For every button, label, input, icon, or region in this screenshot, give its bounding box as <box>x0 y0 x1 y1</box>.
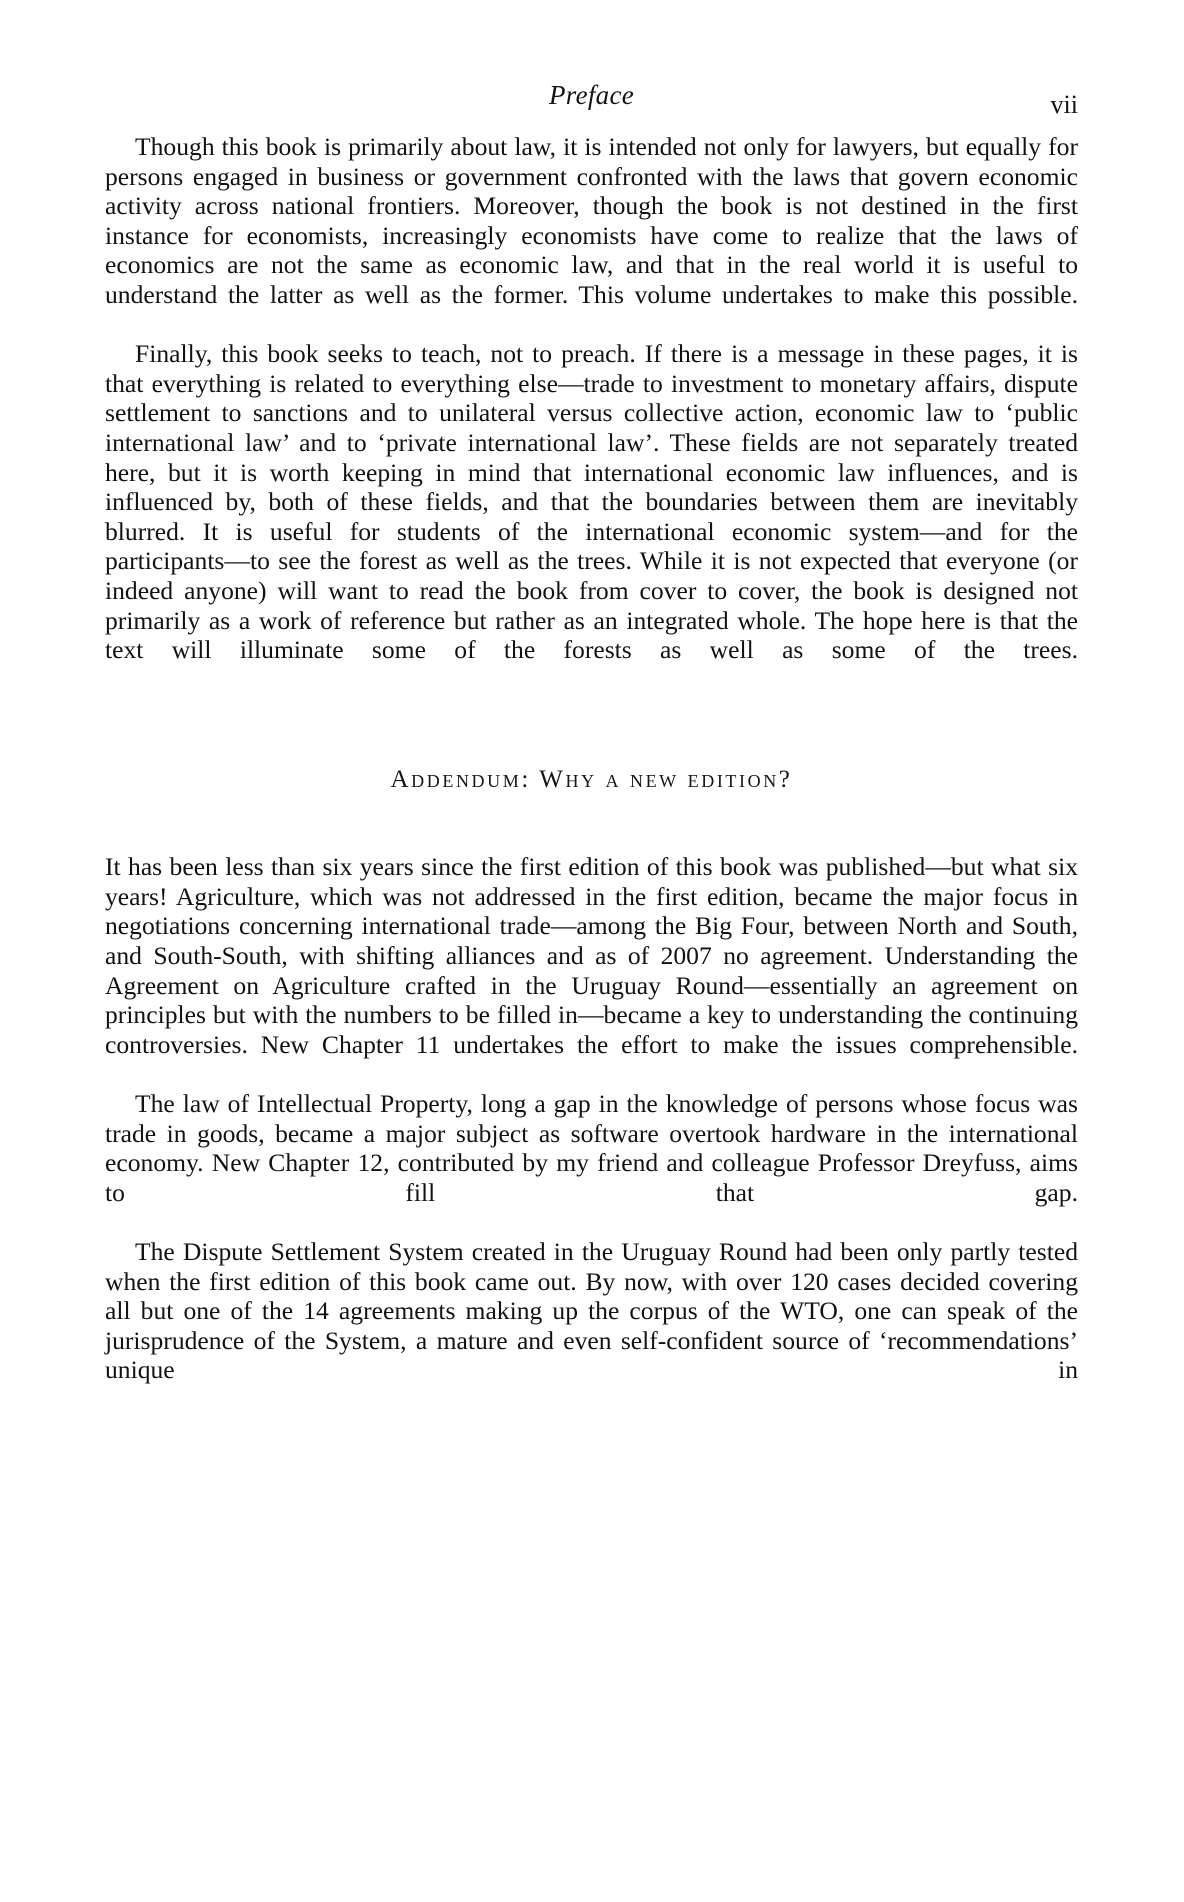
paragraph-the-law-of-intellectual-property: The law of Intellectual Property, long a gap in the knowledge of persons whose focus was trade in goods, became a major subject as software overtook hardware in the international economy. New Chapter 12, contributed by my friend and colleague Professor Dreyfuss, aims to fill that gap. <box>105 1089 1078 1207</box>
paragraph-dispute-settlement-system: The Dispute Settlement System created in the Uruguay Round had been only partly tested when the first edition of this book came out. By now, with over 120 cases decided covering all but one of the 14 agreements making up the corpus of the WTO, one can speak of the jurisprudence of the System, a mature and even self-confident source of ‘recommendations’ unique in <box>105 1237 1078 1385</box>
spacer-after-heading <box>105 794 1078 852</box>
running-head-title: Preface <box>548 80 635 110</box>
paragraph-though-this-book: Though this book is primarily about law, it is intended not only for lawyers, but equally for persons engaged in business or government confronted with the laws that govern economic activity across national frontiers. Moreover, though the book is not destined in the first instance for economists, increasingly economists have come to realize that the laws of economics are not the same as economic law, and that in the real world it is useful to understand the latter as well as the former. This volume undertakes to make this possible. <box>105 132 1078 309</box>
paragraph-finally-this-book: Finally, this book seeks to teach, not to preach. If there is a message in these pages, it is that everything is related to everything else—trade to investment to monetary affairs, dispute settlement to sanctions and to unilateral versus collective action, economic law to ‘public international law’ and to ‘private international law’. These fields are not separately treated here, but it is worth keeping in mind that international economic law influences, and is influenced by, both of these fields, and that the boundaries between them are inevitably blurred. It is useful for students of the international economic system—and for the participants—to see the forest as well as the trees. While it is not expected that everyone (or indeed anyone) will want to read the book from cover to cover, the book is designed not primarily as a work of reference but rather as an integrated whole. The hope here is that the text will illuminate some of the forests as well as some of the trees. <box>105 339 1078 665</box>
addendum-heading: Addendum: Why a new edition? <box>390 766 793 794</box>
spacer-before-heading <box>105 694 1078 766</box>
page-number: vii <box>1050 90 1078 119</box>
running-head <box>105 80 1078 120</box>
text-block <box>105 132 1078 1415</box>
paragraph-it-has-been-less: It has been less than six years since the first edition of this book was published—but what six years! Agriculture, which was not addressed in the first edition, became the major focus in negotiations concerning international trade—among the Big Four, between North and South, and South-South, with shifting alliances and as of 2007 no agreement. Understanding the Agreement on Agriculture crafted in the Uruguay Round—essentially an agreement on principles but with the numbers to be filled in—became a key to understanding the continuing controversies. New Chapter 11 undertakes the effort to make the issues comprehensible. <box>105 852 1078 1059</box>
